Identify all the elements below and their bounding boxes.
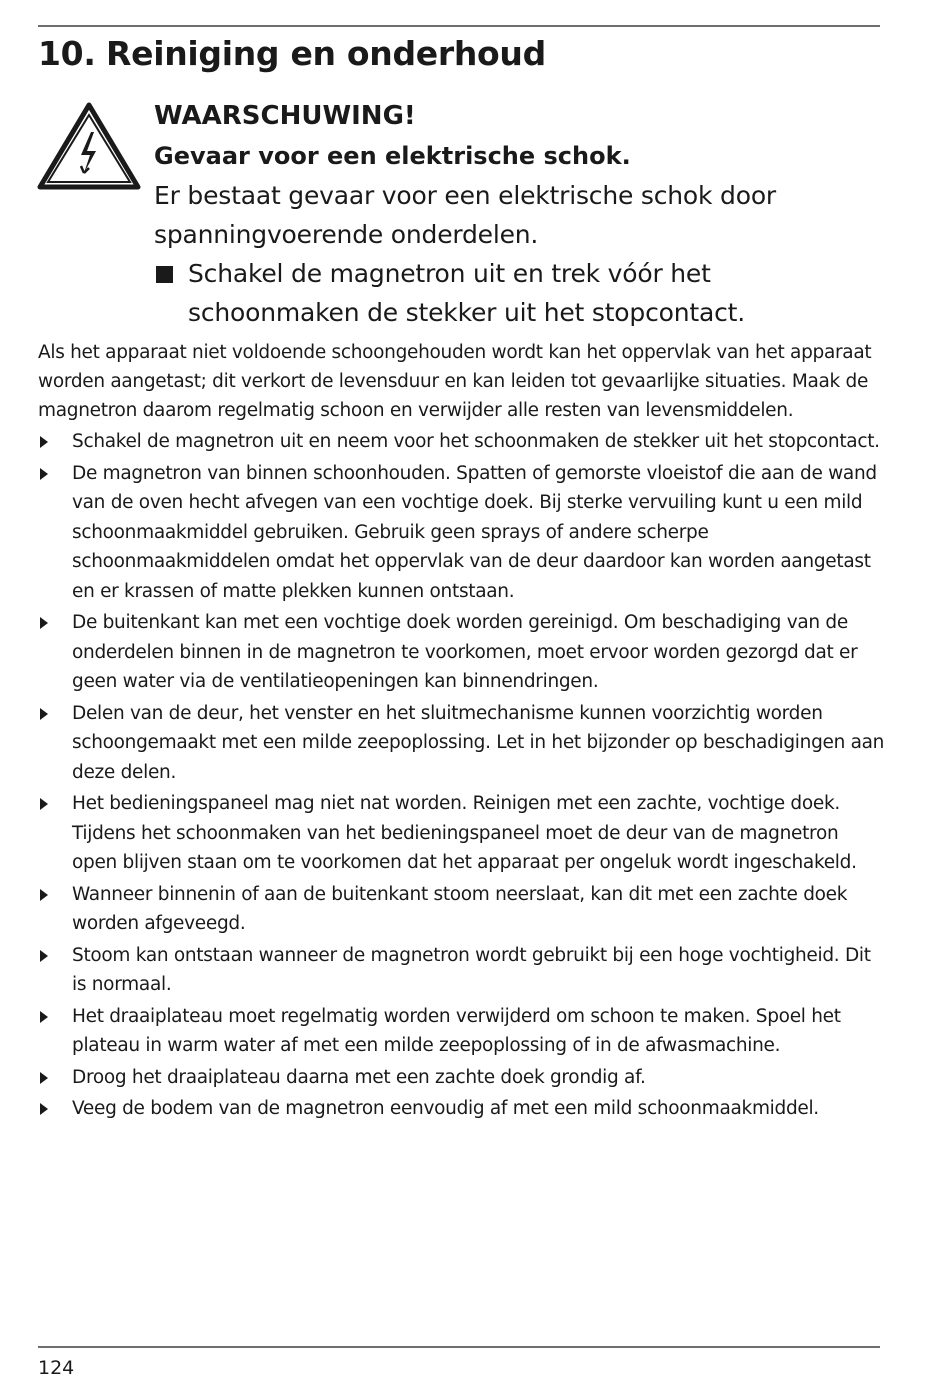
triangle-bullet-icon [40, 950, 48, 962]
warning-title: WAARSCHUWING! [154, 101, 416, 131]
list-item-text: Veeg de bodem van de magnetron eenvoudig af met een mild schoonmaakmiddel. [72, 1098, 819, 1119]
bottom-rule [38, 1346, 880, 1348]
triangle-bullet-icon [40, 1072, 48, 1084]
triangle-bullet-icon [40, 1103, 48, 1115]
triangle-bullet-icon [40, 708, 48, 720]
warning-block [154, 96, 874, 332]
warning-item [154, 254, 874, 332]
square-bullet-icon [156, 266, 173, 283]
list-item [38, 699, 888, 788]
list-item-text: De magnetron van binnen schoonhouden. Spatten of gemorste vloeistof die aan de wand van de oven hecht afvegen van een vochtige doek. Bij sterke vervuiling kunt u een mild schoonmaakmiddel gebruiken. Gebruik geen sprays of andere scherpe schoonmaakmiddelen omdat het oppervlak van de deur daardoor kan worden aangetast en er krassen of matte plekken kunnen ontstaan. [72, 462, 877, 602]
list-item [38, 941, 888, 1000]
intro-paragraph: Als het apparaat niet voldoende schoongehouden wordt kan het oppervlak van het apparaat worden aangetast; dit verkort de levensduur en kan leiden tot gevaarlijke situaties. Maak de magnetron daarom regelmatig schoon en verwijder alle resten van levensmiddelen. [38, 342, 872, 421]
list-item-text: Het draaiplateau moet regelmatig worden verwijderd om schoon te maken. Spoel het plateau in warm water af met een milde zeepoplossing of in de afwasmachine. [72, 1005, 841, 1056]
triangle-bullet-icon [40, 1011, 48, 1023]
triangle-bullet-icon [40, 617, 48, 629]
list-item-text: Schakel de magnetron uit en neem voor het schoonmaken de stekker uit het stopcontact. [72, 431, 880, 452]
page-number: 124 [38, 1357, 75, 1379]
list-item [38, 1063, 888, 1093]
warning-subtitle: Gevaar voor een elektrische schok. [154, 142, 631, 170]
list-item [38, 880, 888, 939]
section-heading [38, 30, 546, 78]
top-rule [38, 25, 880, 27]
section-number: 10. [38, 34, 96, 73]
triangle-bullet-icon [40, 798, 48, 810]
list-item-text: Delen van de deur, het venster en het sluitmechanisme kunnen voorzichtig worden schoongemaakt met een milde zeepoplossing. Let in het bijzonder op beschadigingen aan deze delen. [72, 702, 885, 783]
list-item-text: Droog het draaiplateau daarna met een zachte doek grondig af. [72, 1066, 646, 1088]
list-item [38, 1094, 888, 1124]
list-item-text: Wanneer binnenin of aan de buitenkant stoom neerslaat, kan dit met een zachte doek worden afgeveegd. [72, 883, 848, 934]
warning-text: Er bestaat gevaar voor een elektrische schok door spanningvoerende onderdelen. [154, 181, 776, 249]
electric-shock-warning-icon [37, 102, 141, 190]
list-item [38, 608, 888, 697]
cleaning-instructions-list [38, 427, 888, 1124]
list-item-text: Stoom kan ontstaan wanneer de magnetron wordt gebruikt bij een hoge vochtigheid. Dit is normaal. [72, 944, 871, 995]
list-item [38, 1002, 888, 1061]
body-text [38, 338, 888, 1126]
warning-item-text: Schakel de magnetron uit en trek vóór het schoonmaken de stekker uit het stopcontact. [188, 259, 745, 327]
triangle-bullet-icon [40, 889, 48, 901]
triangle-bullet-icon [40, 468, 48, 480]
list-item [38, 427, 888, 457]
list-item [38, 459, 888, 607]
list-item-text: Het bedieningspaneel mag niet nat worden. Reinigen met een zachte, vochtige doek. Tijdens het schoonmaken van het bedieningspaneel moet de deur van de magnetron open blijven staan om te voorkomen dat het apparaat per ongeluk wordt ingeschakeld. [72, 793, 857, 873]
section-title: Reiniging en onderhoud [106, 34, 546, 73]
triangle-bullet-icon [40, 436, 48, 448]
list-item [38, 789, 888, 878]
list-item-text: De buitenkant kan met een vochtige doek worden gereinigd. Om beschadiging van de onderdelen binnen in de magnetron te voorkomen, moet ervoor worden gezorgd dat er geen water via de ventilatieopeningen kan binnendringen. [72, 612, 858, 692]
